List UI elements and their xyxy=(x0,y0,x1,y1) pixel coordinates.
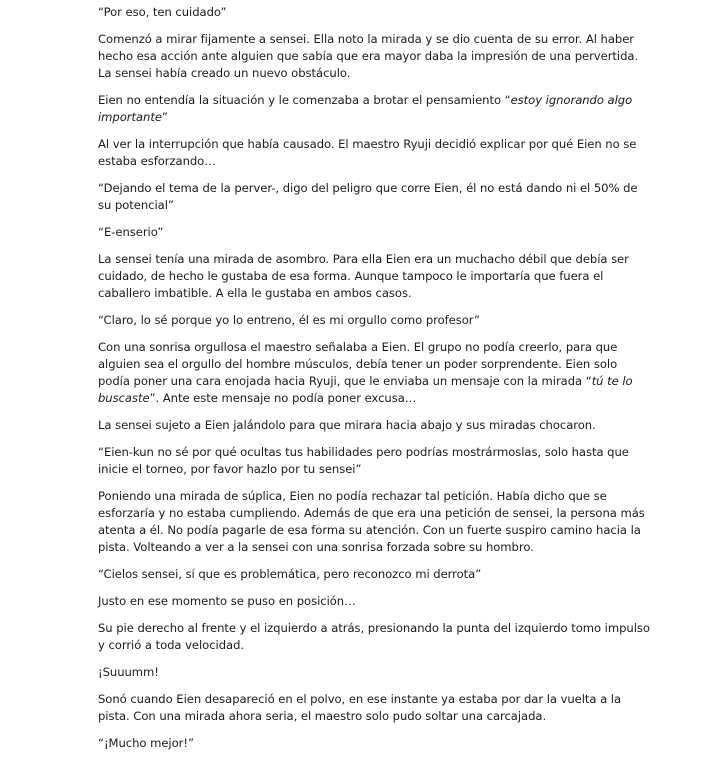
text-segment: La sensei sujeto a Eien jalándolo para que mirara hacia abajo y sus miradas chocaron. xyxy=(98,418,596,432)
text-segment: ” xyxy=(161,110,168,124)
paragraph xyxy=(98,251,650,302)
text-segment: Eien no entendía la situación y le comenzaba a brotar el pensamiento “ xyxy=(98,93,511,107)
paragraph xyxy=(98,488,650,556)
paragraph xyxy=(98,224,650,241)
text-segment: ”. Ante este mensaje no podía poner excusa… xyxy=(149,391,417,405)
text-segment: “Por eso, ten cuidado” xyxy=(98,5,227,19)
text-segment: Comenzó a mirar fijamente a sensei. Ella noto la mirada y se dio cuenta de su error. Al haber hecho esa acción ante alguien que sabía que era mayor daba la impresión de una pervertida. La sensei había creado un nuevo obstáculo. xyxy=(98,32,639,80)
text-segment: “Dejando el tema de la perver-, digo del peligro que corre Eien, él no está dando ni el 50% de su potencial” xyxy=(98,181,638,212)
text-segment: “E-enserio” xyxy=(98,225,164,239)
paragraph xyxy=(98,4,650,21)
text-segment: Poniendo una mirada de súplica, Eien no podía rechazar tal petición. Había dicho que se esforzaría y no estaba cumpliendo. Además de que era una petición de sensei, la persona más atenta a él. No podía pagarle de esa forma su atención. Con un fuerte suspiro camino hacia la pista. Volteando a ver a la sensei con una sonrisa forzada sobre su hombro. xyxy=(98,489,645,554)
paragraph xyxy=(98,92,650,126)
text-segment: Justo en ese momento se puso en posición… xyxy=(98,594,356,608)
paragraph xyxy=(98,312,650,329)
text-segment: Sonó cuando Eien desapareció en el polvo, en ese instante ya estaba por dar la vuelta a la pista. Con una mirada ahora seria, el maestro solo pudo soltar una carcajada. xyxy=(98,692,622,723)
text-segment: La sensei tenía una mirada de asombro. Para ella Eien era un muchacho débil que debía ser cuidado, de hecho le gustaba de esa forma. Aunque tampoco le importaría que fuera el caballero imbatible. A ella le gustaba en ambos casos. xyxy=(98,252,629,300)
paragraph xyxy=(98,31,650,82)
paragraph xyxy=(98,444,650,478)
document-body xyxy=(98,4,650,752)
paragraph xyxy=(98,180,650,214)
text-segment: “Cielos sensei, sí que es problemática, pero reconozco mi derrota” xyxy=(98,567,482,581)
paragraph xyxy=(98,339,650,407)
text-segment: Su pie derecho al frente y el izquierdo a atrás, presionando la punta del izquierdo tomo impulso y corrió a toda velocidad. xyxy=(98,621,650,652)
paragraph xyxy=(98,417,650,434)
italic-text: estoy ignorando algo importante xyxy=(98,93,633,124)
text-segment: “Eien-kun no sé por qué ocultas tus habilidades pero podrías mostrármoslas, solo hasta que inicie el torneo, por favor hazlo por tu sensei” xyxy=(98,445,629,476)
text-segment: ¡Suuumm! xyxy=(98,665,159,679)
paragraph xyxy=(98,691,650,725)
paragraph xyxy=(98,664,650,681)
paragraph xyxy=(98,566,650,583)
paragraph xyxy=(98,620,650,654)
paragraph xyxy=(98,593,650,610)
italic-text: tú te lo buscaste xyxy=(98,374,633,405)
text-segment: “Claro, lo sé porque yo lo entreno, él es mi orgullo como profesor” xyxy=(98,313,480,327)
paragraph xyxy=(98,735,650,752)
text-segment: Al ver la interrupción que había causado. El maestro Ryuji decidió explicar por qué Eien no se estaba esforzando… xyxy=(98,137,637,168)
paragraph xyxy=(98,136,650,170)
text-segment: “¡Mucho mejor!” xyxy=(98,736,194,750)
text-segment: Con una sonrisa orgullosa el maestro señalaba a Eien. El grupo no podía creerlo, para que alguien sea el orgullo del hombre músculos, debía tener un poder sorprendente. Eien solo podía poner una cara enojada hacia Ryuji, que le enviaba un mensaje con la mirada “ xyxy=(98,340,618,388)
